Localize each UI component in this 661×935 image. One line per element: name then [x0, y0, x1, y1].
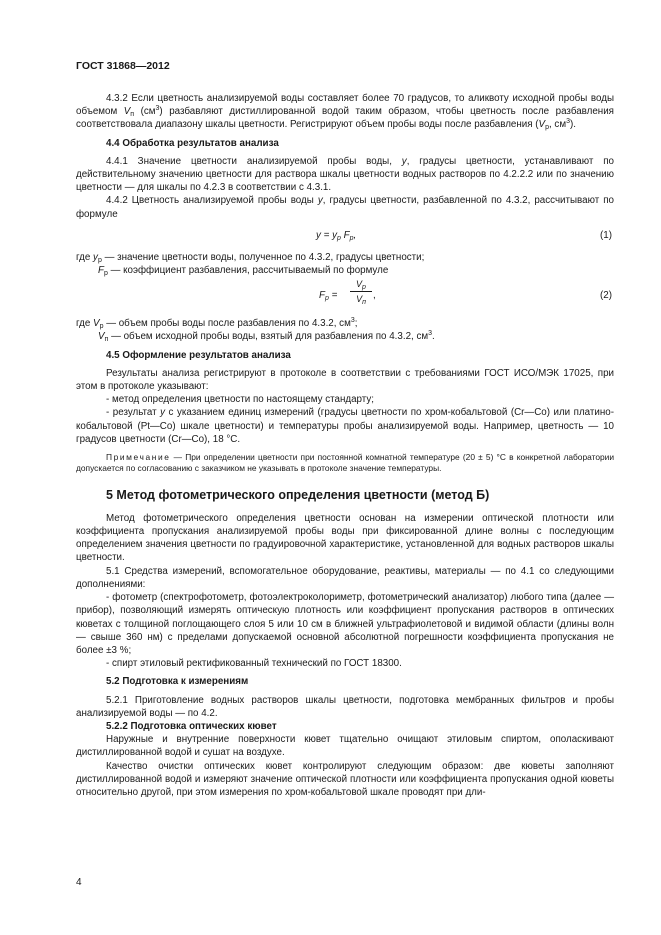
paragraph-4-5: Результаты анализа регистрируют в протоколе в соответствии с требованиями ГОСТ ИСО/МЭК 17025, при этом в протоколе указывают: — [76, 367, 614, 393]
fraction-denominator: $V_п$ — [356, 294, 366, 307]
paragraph-5-intro: Метод фотометрического определения цветности основан на измерении оптической плотности или коэффициента пропускания анализируемой пробы воды при фиксированной длине волны с последующим определением значения цветности по градуировочной характеристике, установленной для водных растворов шкалы цветности. — [76, 512, 614, 564]
bullet-method: - метод определения цветности по настоящему стандарту; — [106, 394, 374, 406]
where-v-p: где $V_р$ — объем пробы воды после разбавления по 4.3.2, $см^3$; — [76, 317, 358, 331]
page-number: 4 — [76, 877, 82, 888]
where-f-p: $F_р$ — коэффициент разбавления, рассчитываемый по формуле — [98, 265, 389, 278]
heading-section-5: 5 Метод фотометрического определения цветности (метод Б) — [106, 487, 490, 502]
page-header: ГОСТ 31868—2012 — [76, 60, 170, 72]
formula-1 — [76, 221, 614, 251]
note: Примечание — При определении цветности при постоянной комнатной температуре (20 ± 5) °С в конкретной лаборатории допускается по согласованию с заказчиком не указывать в протоколе значение температуры. — [76, 452, 614, 474]
bullet-result: - результат у с указанием единиц измерений (градусы цветности по хром-кобальтовой (Cr—Co) или платино-кобальтовой (Pt—Co) шкале цветности) и температуры пробы анализируемой воды. Например, цветность — 10 градусов цветности (Cr—Co), 18 °С. — [76, 407, 614, 445]
heading-4-5: 4.5 Оформление результатов анализа — [106, 349, 291, 361]
note-label: Примечание — [106, 452, 171, 463]
where-y-p: где $у_р$ — значение цветности воды, полученное по 4.3.2, градусы цветности; — [76, 251, 425, 264]
where-v-n: $V_п$ — объем исходной пробы воды, взятый для разбавления по 4.3.2, $см^3$. — [98, 330, 435, 344]
heading-5-2-2: 5.2.2 Подготовка оптических кювет — [106, 720, 277, 732]
paragraph-5-2-2-b: Качество очистки оптических кювет контролируют следующим образом: две кюветы заполняют дистиллированной водой и измеряют значение оптической плотности или коэффициента пропускания одной кюветы относительно другой, при этом измерения по хром-кобальтовой шкале проводят при дли- — [76, 760, 614, 798]
bullet-spirit: - спирт этиловый ректификованный технический по ГОСТ 18300. — [106, 658, 402, 670]
paragraph-5-2-2-a: Наружные и внутренние поверхности кювет тщательно очищают этиловым спиртом, ополаскивают дистиллированной водой и сушат на воздухе. — [76, 734, 614, 759]
formula-2-fraction — [350, 278, 372, 305]
formula-1-expression: $у = у_р$ $F_р$, — [316, 229, 357, 242]
formula-2 — [76, 277, 614, 317]
paragraph-4-4-2: 4.4.2 Цветность анализируемой пробы воды у, градусы цветности, разбавленной по 4.3.2, рассчитывают по формуле — [76, 195, 614, 220]
fraction-numerator: $V_р$ — [356, 279, 366, 292]
page-content — [76, 92, 614, 799]
formula-2-number: (2) — [600, 290, 612, 302]
paragraph-4-4-1: 4.4.1 Значение цветности анализируемой пробы воды, у, градусы цветности, устанавливают по действительному значению цветности для раствора шкалы цветности водных растворов по 4.2.2.2 или по значению цветности — для шкалы по 4.2.3 в соответствии с 4.3.1. — [76, 155, 614, 194]
fraction-bar — [350, 291, 372, 292]
paragraph-5-1: 5.1 Средства измерений, вспомогательное оборудование, реактивы, материалы — по 4.1 со следующими дополнениями: — [76, 565, 614, 590]
heading-4-4: 4.4 Обработка результатов анализа — [106, 137, 279, 149]
bullet-photometer: - фотометр (спектрофотометр, фотоэлектроколориметр, фотометрический анализатор) любого типа (далее — прибор), позволяющий измерять оптическую плотность или коэффициент пропускания растворов в оптических кюветах с толщиной поглощающего слоя 5 или 10 см в ближней ультрафиолетовой и видимой области (длины волн — свыше 360 нм) с пределами допускаемой основной абсолютной погрешности коэффициента пропускания не более ±3 %; — [76, 592, 614, 656]
paragraph-4-3-2: 4.3.2 Если цветность анализируемой воды составляет более 70 градусов, то аликвоту исходной пробы воды объемом $V_п$ $(см^3)$ разбавляют дистиллированной водой таким образом, чтобы цветность после разбавления соответствовала диапазону шкалы цветности. Регистрируют объем пробы воды после разбавления ($V_р$, $см^3$). — [76, 93, 614, 132]
formula-2-lhs: $F_р$ = — [319, 290, 338, 303]
paragraph-5-2-1: 5.2.1 Приготовление водных растворов шкалы цветности, подготовка мембранных фильтров и пробы анализируемой воды — по 4.2. — [76, 694, 614, 719]
formula-1-number: (1) — [600, 229, 612, 241]
formula-2-comma: , — [373, 290, 376, 302]
heading-5-2: 5.2 Подготовка к измерениям — [106, 676, 249, 688]
